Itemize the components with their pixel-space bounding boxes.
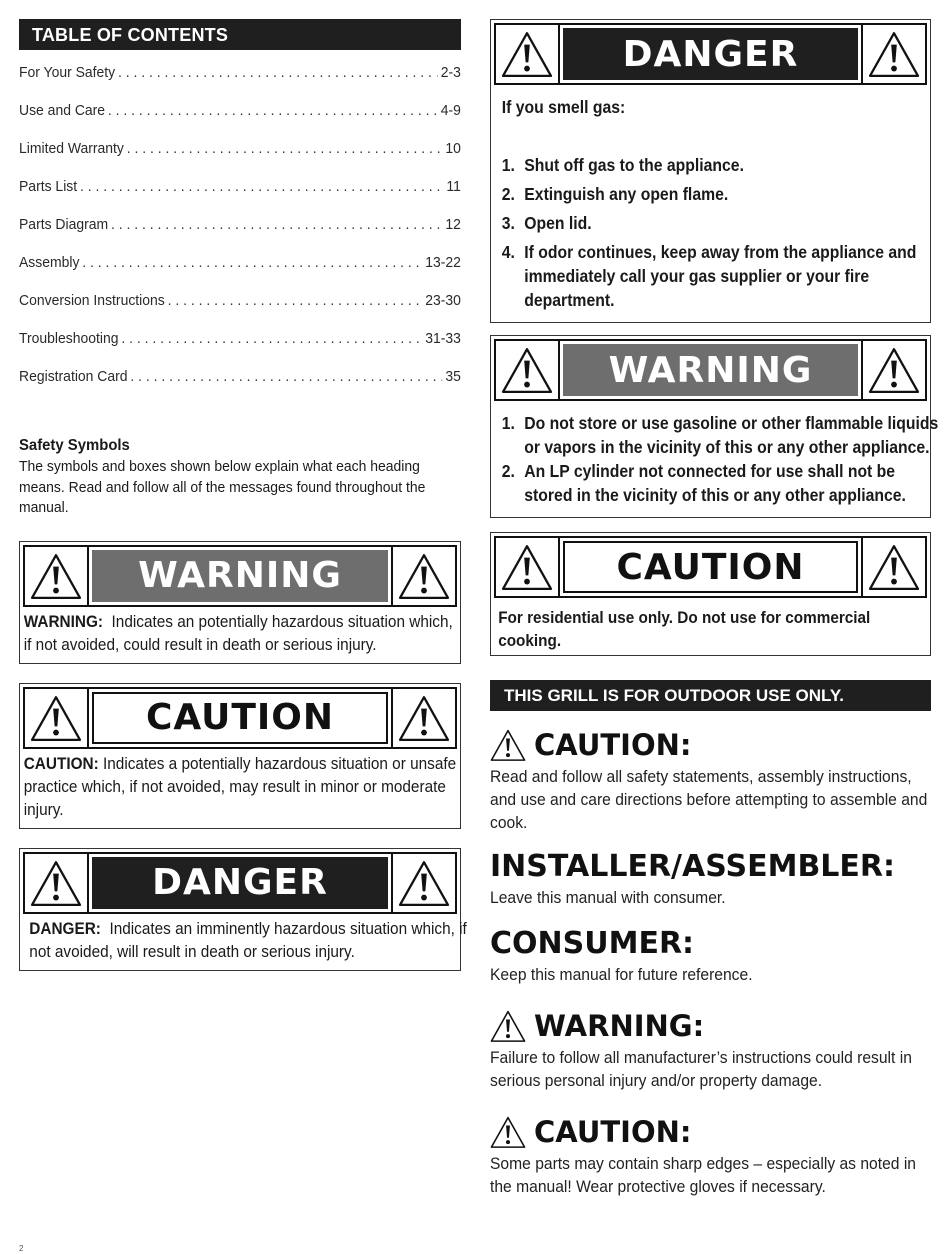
caution-signal-word: CAUTION	[92, 692, 388, 744]
warning-triangle-icon	[496, 538, 560, 596]
warning-signal-word: WARNING	[563, 344, 858, 396]
caution-signal-word: CAUTION	[563, 541, 858, 593]
toc-item-title: For Your Safety	[19, 64, 116, 81]
warning-triangle-icon	[391, 689, 455, 747]
gasoline-warning-box	[490, 335, 939, 518]
warning-triangle-icon	[861, 538, 925, 596]
residential-caution-text: For residential use only. Do not use for commercial cooking.	[498, 608, 871, 650]
toc-item-page: 12	[445, 216, 461, 233]
warning-label: WARNING:	[23, 612, 104, 631]
danger-signal-word: DANGER	[92, 857, 388, 909]
list-item: 2. Extinguish any open flame.	[501, 184, 729, 204]
toc-header: TABLE OF CONTENTS	[19, 19, 461, 50]
list-item: 3. Open lid.	[501, 213, 592, 233]
warning-symbol-box	[19, 541, 461, 664]
toc-item-title: Limited Warranty	[19, 140, 124, 157]
installer-note	[490, 846, 931, 909]
toc-item-title: Use and Care	[19, 102, 106, 119]
warning-triangle-icon	[25, 689, 89, 747]
toc-leader	[127, 130, 443, 168]
warning-definition	[20, 607, 465, 663]
warning-signal-word: WARNING	[92, 550, 388, 602]
caution-banner	[23, 687, 457, 749]
toc-item-title: Parts Diagram	[19, 216, 109, 233]
list-item: 1. Shut off gas to the appliance.	[501, 155, 744, 175]
warning-triangle-icon	[861, 341, 925, 399]
installer-note-title: INSTALLER/ASSEMBLER:	[490, 848, 896, 884]
page-number: 2	[19, 1244, 24, 1253]
toc-item[interactable]	[19, 358, 461, 396]
toc-leader	[118, 54, 438, 92]
toc-item[interactable]	[19, 130, 461, 168]
warning-note-text: Failure to follow all manufacturer’s instructions could result in serious personal injury and/or property damage.	[490, 1048, 912, 1090]
toc-item-title: Assembly	[19, 254, 80, 271]
caution-symbol-box	[19, 683, 461, 829]
toc-leader	[168, 282, 423, 320]
warning-triangle-icon	[496, 341, 560, 399]
toc-item[interactable]	[19, 168, 461, 206]
danger-symbol-box	[19, 848, 467, 971]
danger-label: DANGER:	[29, 919, 101, 938]
toc-item-page: 4-9	[440, 102, 461, 119]
warning-note-title: WARNING:	[534, 1009, 705, 1043]
installer-note-text: Leave this manual with consumer.	[490, 888, 726, 907]
caution-definition-text: Indicates a potentially hazardous situation or unsafe practice which, if not avoided, may result in minor or moderate injury.	[23, 754, 457, 819]
outdoor-use-banner: THIS GRILL IS FOR OUTDOOR USE ONLY.	[490, 680, 931, 711]
toc-item-page: 2-3	[440, 64, 461, 81]
toc-item-page: 31-33	[425, 330, 461, 347]
toc-leader	[130, 358, 442, 396]
warning-triangle-icon	[861, 25, 925, 83]
consumer-note-text: Keep this manual for future reference.	[490, 965, 753, 984]
toc-item-title: Registration Card	[19, 368, 128, 385]
toc-item[interactable]	[19, 92, 461, 130]
gasoline-warning-body	[491, 401, 950, 517]
warning-triangle-icon	[25, 854, 89, 912]
caution-note-text: Read and follow all safety statements, assembly instructions, and use and care directions before attempting to assemble and cook.	[490, 767, 928, 832]
caution-definition	[20, 749, 465, 828]
residential-caution-box	[490, 532, 931, 656]
consumer-note-title: CONSUMER:	[490, 925, 695, 961]
danger-signal-word: DANGER	[563, 28, 858, 80]
safety-symbols-heading: Safety Symbols	[19, 437, 130, 454]
toc-item-page: 13-22	[425, 254, 461, 271]
danger-banner	[23, 852, 457, 914]
toc-item-title: Conversion Instructions	[19, 292, 165, 309]
toc-item[interactable]	[19, 54, 461, 92]
caution-note	[490, 725, 931, 834]
gasoline-warning-steps	[502, 411, 941, 507]
toc-leader	[108, 92, 438, 130]
gas-danger-intro: If you smell gas:	[501, 97, 626, 117]
warning-triangle-icon	[490, 728, 526, 762]
sharp-edges-caution-note	[490, 1112, 931, 1198]
consumer-note	[490, 923, 931, 986]
toc-item-title: Parts List	[19, 178, 78, 195]
toc-item[interactable]	[19, 282, 461, 320]
warning-triangle-icon	[496, 25, 560, 83]
gas-danger-body	[491, 85, 950, 322]
warning-triangle-icon	[391, 854, 455, 912]
danger-definition	[20, 914, 471, 970]
warning-definition-text: Indicates an potentially hazardous situation which, if not avoided, could result in death or serious injury.	[23, 612, 453, 654]
toc-item-title: Troubleshooting	[19, 330, 119, 347]
caution-note-title: CAUTION:	[534, 728, 692, 762]
left-column	[19, 19, 467, 971]
warning-triangle-icon	[391, 547, 455, 605]
toc-list	[19, 54, 461, 396]
toc-leader	[111, 206, 443, 244]
warning-triangle-icon	[25, 547, 89, 605]
toc-item[interactable]	[19, 244, 461, 282]
safety-symbols-text: The symbols and boxes shown below explain what each heading means. Read and follow all of the messages found throughout the manual.	[19, 458, 426, 516]
warning-note	[490, 1006, 931, 1092]
sharp-edges-note-text: Some parts may contain sharp edges – especially as noted in the manual! Wear protective gloves if necessary.	[490, 1154, 917, 1196]
gas-danger-box	[490, 19, 931, 323]
right-column	[490, 19, 939, 1198]
warning-triangle-icon	[490, 1009, 526, 1043]
gas-danger-steps	[502, 153, 941, 312]
toc-leader	[82, 244, 422, 282]
toc-item-page: 35	[445, 368, 461, 385]
caution-banner	[494, 536, 927, 598]
toc-item-page: 11	[446, 178, 461, 195]
list-item: 4. If odor continues, keep away from the appliance and immediately call your gas supplier or your fire department.	[501, 242, 917, 310]
warning-banner	[23, 545, 457, 607]
danger-definition-text: Indicates an imminently hazardous situation which, if not avoided, will result in death or serious injury.	[29, 919, 467, 961]
caution-label: CAUTION:	[23, 754, 99, 773]
warning-triangle-icon	[490, 1115, 526, 1149]
toc-leader	[121, 320, 422, 358]
list-item: 1. Do not store or use gasoline or other flammable liquids or vapors in the vicinity of this or any other appliance.	[501, 413, 939, 457]
toc-item[interactable]	[19, 206, 461, 244]
danger-banner	[494, 23, 927, 85]
toc-item-page: 23-30	[425, 292, 461, 309]
toc-leader	[80, 168, 444, 206]
list-item: 2. An LP cylinder not connected for use shall not be stored in the vicinity of this or any other appliance.	[501, 461, 906, 505]
toc-item[interactable]	[19, 320, 461, 358]
toc-item-page: 10	[445, 140, 461, 157]
sharp-edges-note-title: CAUTION:	[534, 1115, 692, 1149]
warning-banner	[494, 339, 927, 401]
